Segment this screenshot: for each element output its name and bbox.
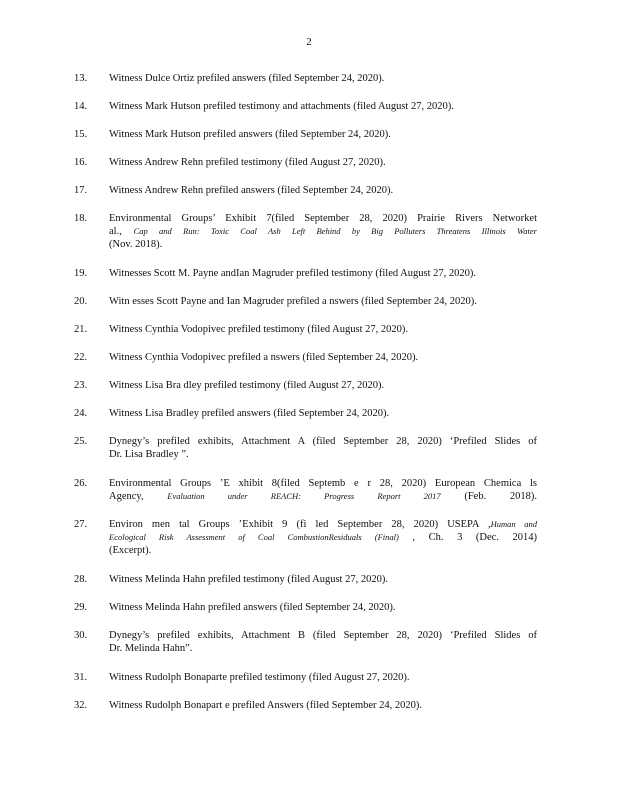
- item-title-italic: Evaluation under REACH: Progress Report 2017: [167, 491, 441, 501]
- item-number: 21.: [74, 324, 88, 335]
- item-line-text: , Ch. 3 (Dec. 2014): [412, 532, 537, 543]
- item-number: 18.: [74, 213, 88, 224]
- item-text: [109, 629, 537, 655]
- item-text: Witness Andrew Rehn prefiled testimony (filed August 27, 2020).: [109, 157, 386, 168]
- item-number: 29.: [74, 602, 88, 613]
- item-line: Environmental Groups ’E xhibit 8(filed Septemb e r 28, 2020) European Chemica ls: [109, 478, 537, 489]
- item-number: 25.: [74, 436, 88, 447]
- item-number: 16.: [74, 157, 88, 168]
- item-number: 17.: [74, 185, 88, 196]
- item-text: Witness Rudolph Bonapart e prefiled Answers (filed September 24, 2020).: [109, 700, 423, 711]
- item-text: Witness Mark Hutson prefiled testimony and attachments (filed August 27, 2020).: [109, 101, 454, 112]
- item-text: Witness Mark Hutson prefiled answers (filed September 24, 2020).: [109, 129, 391, 140]
- item-line: [109, 518, 537, 531]
- item-text: Witness Cynthia Vodopivec prefiled testimony (filed August 27, 2020).: [109, 324, 408, 335]
- item-text: Witness Melinda Hahn prefiled testimony (filed August 27, 2020).: [109, 574, 388, 585]
- item-text: Witness Rudolph Bonaparte prefiled testimony (filed August 27, 2020).: [109, 672, 410, 683]
- item-text: [109, 477, 537, 503]
- item-line-text: Environ men tal Groups ’Exhibit 9 (fi led September 28, 2020) USEPA ,: [109, 519, 491, 530]
- page-number: 2: [306, 36, 312, 48]
- item-title-italic: Human and: [490, 519, 537, 529]
- item-line-text: (Feb. 2018).: [464, 491, 538, 502]
- item-text: [109, 518, 537, 557]
- item-title-italic: Ecological Risk Assessment of Coal CombustionResiduals (Final): [109, 532, 399, 542]
- item-number: 30.: [74, 630, 88, 641]
- item-number: 22.: [74, 352, 88, 363]
- item-line: (Excerpt).: [109, 545, 152, 556]
- item-number: 15.: [74, 129, 88, 140]
- item-number: 20.: [74, 296, 88, 307]
- item-text: Witness Lisa Bra dley prefiled testimony (filed August 27, 2020).: [109, 380, 385, 391]
- item-line: [109, 225, 537, 238]
- item-line: Dr. Lisa Bradley ”.: [109, 449, 189, 460]
- item-number: 26.: [74, 478, 88, 489]
- item-text: Witn esses Scott Payne and Ian Magruder prefiled a nswers (filed September 24, 2020).: [109, 296, 477, 307]
- item-text: Witness Andrew Rehn prefiled answers (filed September 24, 2020).: [109, 185, 394, 196]
- item-title-italic: Cap and Run: Toxic Coal Ash Left Behind by Big Polluters Threatens Illinois Water: [133, 226, 537, 236]
- item-number: 24.: [74, 408, 88, 419]
- item-number: 32.: [74, 700, 88, 711]
- item-number: 27.: [74, 519, 88, 530]
- item-line: [109, 531, 537, 544]
- item-number: 23.: [74, 380, 88, 391]
- item-line-text: al.,: [109, 226, 122, 237]
- item-text: Witness Dulce Ortiz prefiled answers (filed September 24, 2020).: [109, 73, 385, 84]
- item-line: Dynegy’s prefiled exhibits, Attachment B (filed September 28, 2020) ‘Prefiled Slides of: [109, 630, 537, 641]
- item-number: 28.: [74, 574, 88, 585]
- item-text: Witness Melinda Hahn prefiled answers (filed September 24, 2020).: [109, 602, 396, 613]
- item-text: [109, 212, 537, 251]
- item-line: (Nov. 2018).: [109, 239, 163, 250]
- item-line: [109, 490, 537, 503]
- item-text: Witness Cynthia Vodopivec prefiled a nswers (filed September 24, 2020).: [109, 352, 419, 363]
- item-text: [109, 435, 537, 461]
- item-text: Witness Lisa Bradley prefiled answers (filed September 24, 2020).: [109, 408, 390, 419]
- item-line-text: Agency,: [109, 491, 144, 502]
- item-line: Dr. Melinda Hahn”.: [109, 643, 193, 654]
- item-number: 14.: [74, 101, 88, 112]
- item-text: Witnesses Scott M. Payne andIan Magruder prefiled testimony (filed August 27, 2020).: [109, 268, 477, 279]
- item-number: 19.: [74, 268, 88, 279]
- item-line: Environmental Groups’ Exhibit 7(filed September 28, 2020) Prairie Rivers Networket: [109, 213, 537, 224]
- item-line: Dynegy’s prefiled exhibits, Attachment A (filed September 28, 2020) ‘Prefiled Slides of: [109, 436, 537, 447]
- item-number: 31.: [74, 672, 88, 683]
- item-number: 13.: [74, 73, 88, 84]
